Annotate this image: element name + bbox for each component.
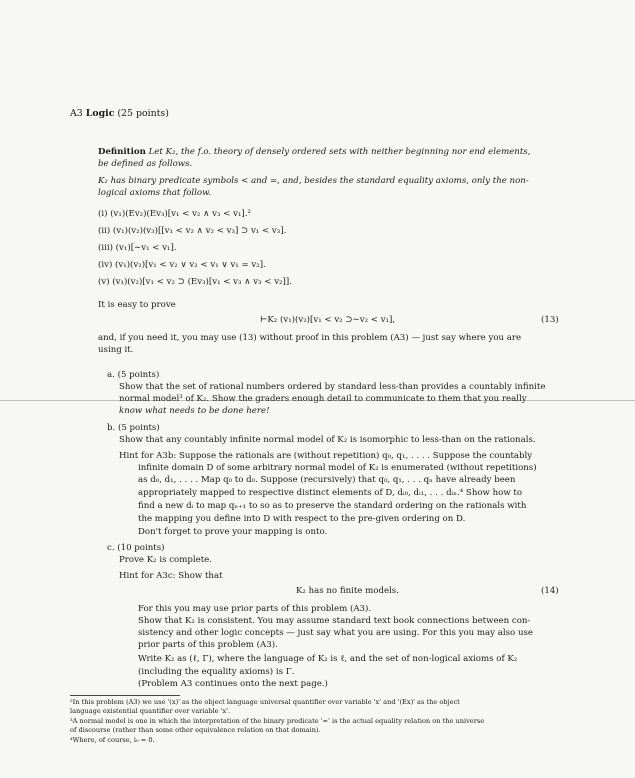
section-points: (25 points)	[117, 108, 169, 119]
part-c-text-5: Write K₂ as (ℓ, Γ), where the language of K₂ is ℓ, and the set of non-logical axioms of K₂	[138, 654, 518, 664]
part-b-hint-7: Don't forget to prove your mapping is onto.	[138, 527, 328, 537]
prove-after-1: and, if you need it, you may use (13) without proof in this problem (A3) — just say where you are	[98, 333, 522, 343]
part-b-hint-1: Hint for A3b: Suppose the rationals are (without repetition) q₀, q₁, . . . . Suppose the countably	[119, 451, 533, 461]
footnote-2-line-1: ²In this problem (A3) we use '(x)' as the object language universal quantifier over variable 'x' and '(Ex)' as the object	[70, 698, 460, 706]
formula-13: ⊢K₂ (v₁)(v₂)[v₁ < v₂ ⊃∼v₂ < v₁],	[260, 315, 396, 325]
part-b-hint-4: appropriately mapped to respective distinct elements of D, dᵢ₀, dᵢ₁, . . . dᵢₙ.⁴ Show how to	[138, 488, 523, 498]
definition-text-1: Let K₂, the f.o. theory of densely ordered sets with neither beginning nor end elements,	[148, 147, 531, 157]
definition-line-4: logical axioms that follow.	[98, 188, 212, 198]
footnote-rule	[70, 695, 180, 696]
footnote-3-line-1: ³A normal model is one in which the interpretation of the binary predicate '=' is the actual equality relation on the universe	[70, 717, 485, 725]
axiom-iii: (iii) (v₁)[∼v₁ < v₁].	[98, 243, 177, 253]
part-c-label: c. (10 points)	[107, 543, 165, 553]
section-title: Logic	[85, 108, 115, 119]
axiom-ii: (ii) (v₁)(v₂)(v₃)[[v₁ < v₂ ∧ v₂ < v₃] ⊃ v₁ < v₃].	[98, 226, 287, 236]
axiom-iv: (iv) (v₁)(v₂)[v₁ < v₂ ∨ v₂ < v₁ ∨ v₁ = v₂].	[98, 260, 266, 270]
part-c-text-6: (including the equality axioms) is Γ.	[138, 667, 295, 677]
prove-after-2: using it.	[98, 345, 134, 355]
section-number: A3	[70, 108, 83, 119]
part-c-text-4: prior parts of this problem (A3).	[138, 640, 278, 650]
footnote-3-line-2: of discourse (rather than some other equivalence relation on that domain).	[70, 726, 321, 734]
part-b-line-1: Show that any countably infinite normal model of K₂ is isomorphic to less-than on the rationals.	[119, 435, 536, 445]
definition-line-3: K₂ has binary predicate symbols < and =, and, besides the standard equality axioms, only the non-	[98, 176, 529, 186]
part-b-label: b. (5 points)	[107, 423, 160, 433]
part-c-line-1: Prove K₂ is complete.	[119, 555, 212, 565]
definition-line-2: be defined as follows.	[98, 159, 193, 169]
part-c-text-3: sistency and other logic concepts — just say what you are using. For this you may also use	[138, 628, 533, 638]
equation-number-13: (13)	[541, 315, 559, 325]
part-b-hint-2: infinite domain D of some arbitrary normal model of K₂ is enumerated (without repetitions)	[138, 463, 537, 473]
part-b-hint-6: the mapping you define into D with respect to the pre-given ordering on D.	[138, 514, 466, 524]
definition-label: Definition	[98, 147, 146, 157]
prove-intro: It is easy to prove	[98, 300, 176, 310]
footnote-2-line-2: language existential quantifier over variable 'x'.	[70, 707, 231, 715]
part-c-text-1: For this you may use prior parts of this problem (A3).	[138, 604, 372, 614]
footnote-4: ⁴Where, of course, i₀ = 0.	[70, 736, 155, 744]
part-c-text-2: Show that K₂ is consistent. You may assume standard text book connections between con-	[138, 616, 531, 626]
part-a-line-2: normal model³ of K₂. Show the graders enough detail to communicate to them that you really	[119, 394, 527, 404]
equation-number-14: (14)	[541, 586, 559, 596]
part-c-hint: Hint for A3c: Show that	[119, 571, 223, 581]
part-b-hint-3: as d₀, d₁, . . . . Map q₀ to d₀. Suppose (recursively) that q₀, q₁, . . . qₙ have already been	[138, 475, 516, 485]
part-a-line-3: know what needs to be done here!	[119, 406, 270, 416]
axiom-i: (i) (v₁)(Ev₂)(Ev₃)[v₁ < v₂ ∧ v₃ < v₁].²	[98, 209, 251, 219]
part-b-hint-5: find a new dᵢ to map qₙ₊₁ to so as to preserve the standard ordering on the rationals with	[138, 501, 527, 511]
section-heading	[70, 108, 169, 119]
axiom-v: (v) (v₁)(v₂)[v₁ < v₂ ⊃ (Ev₃)[v₁ < v₃ ∧ v₃ < v₂]].	[98, 277, 292, 287]
definition-line-1	[98, 147, 530, 158]
part-a-line-1: Show that the set of rational numbers ordered by standard less-than provides a countably infinite	[119, 382, 546, 392]
part-c-text-7: (Problem A3 continues onto the next page.)	[138, 679, 328, 689]
formula-14: K₂ has no finite models.	[296, 586, 399, 596]
part-a-label: a. (5 points)	[107, 370, 160, 380]
